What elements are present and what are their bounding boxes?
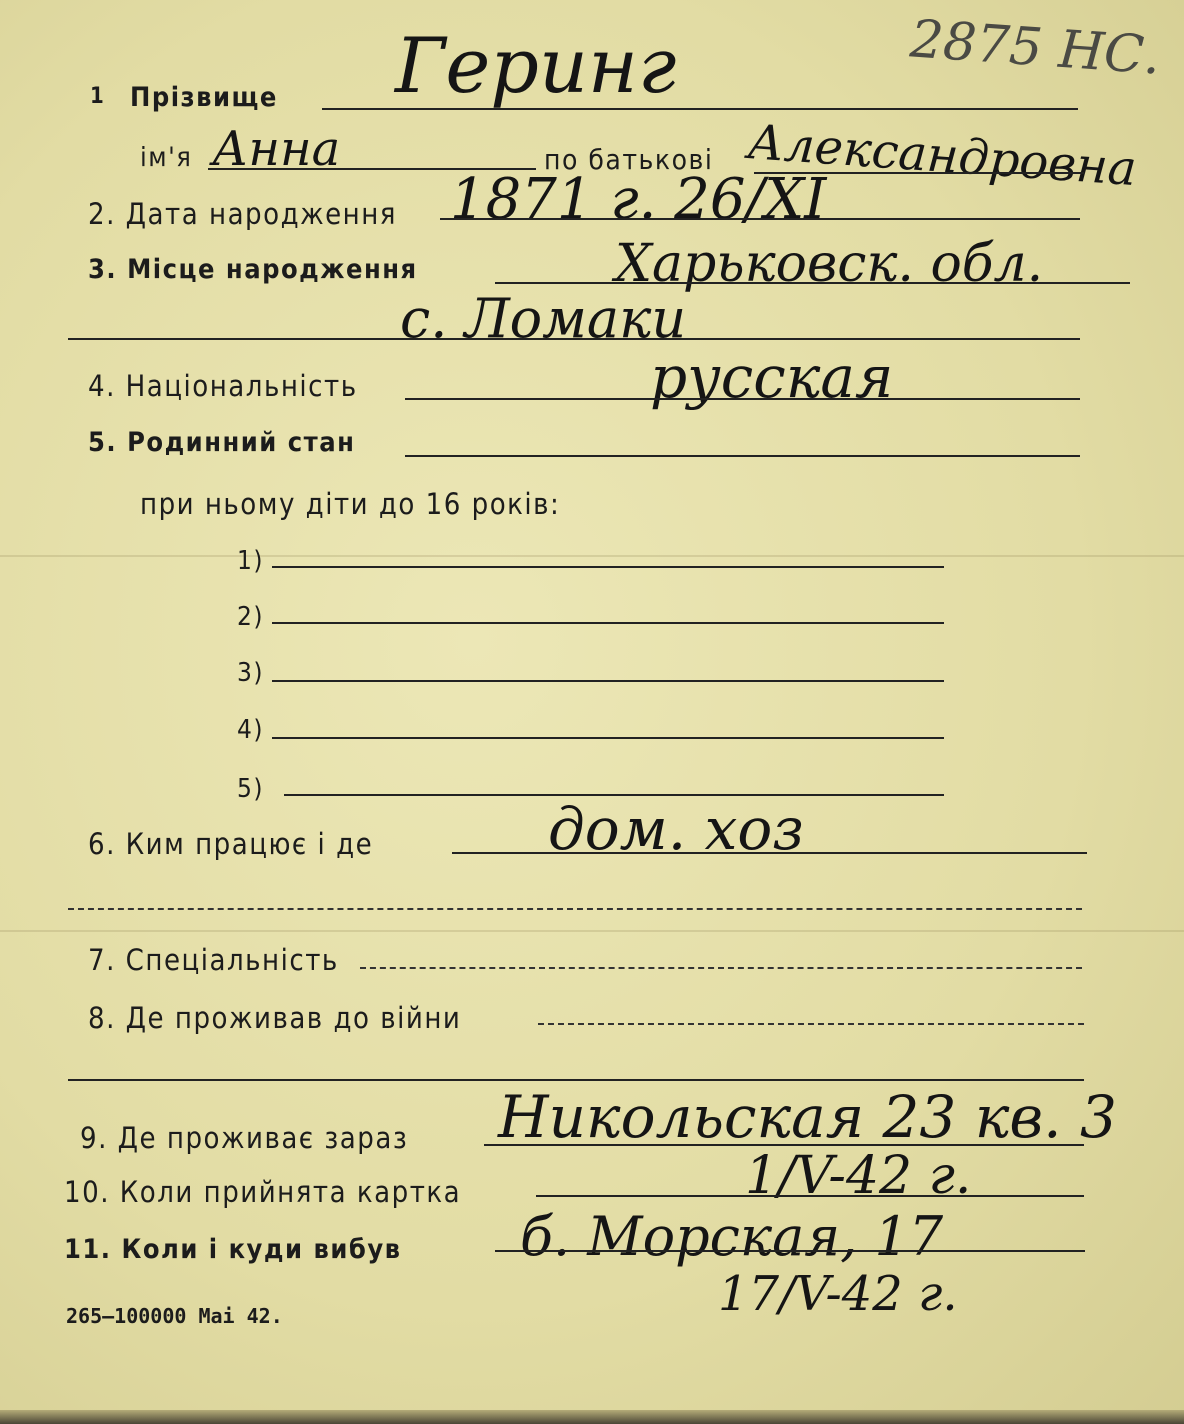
child-slot-4: 4) bbox=[237, 715, 265, 745]
occupation-label: 6. Ким працює і де bbox=[88, 827, 374, 861]
patronymic-label: по батькові bbox=[544, 143, 714, 176]
birth-place-line bbox=[495, 282, 1130, 284]
occupation-value: дом. хоз bbox=[548, 795, 804, 863]
nationality-label: 4. Національність bbox=[88, 369, 358, 403]
field-number: 1 bbox=[90, 84, 106, 109]
departure-line bbox=[495, 1250, 1085, 1252]
paper-fold bbox=[0, 930, 1184, 932]
current-address-value: Никольская 23 кв. 3 bbox=[498, 1083, 1117, 1151]
child-slot-3: 3) bbox=[237, 658, 265, 688]
specialty-label: 7. Спеціальність bbox=[88, 943, 339, 977]
family-status-line bbox=[405, 455, 1080, 457]
current-address-label: 9. Де проживає зараз bbox=[80, 1121, 409, 1155]
surname-value: Геринг bbox=[395, 21, 677, 110]
birth-place-line-2 bbox=[68, 338, 1080, 340]
child-line-1 bbox=[272, 566, 944, 568]
departure-destination: б. Морская, 17 bbox=[520, 1205, 944, 1268]
departure-label: 11. Коли і куди вибув bbox=[64, 1234, 402, 1265]
family-status-label: 5. Родинний стан bbox=[88, 427, 356, 458]
occupation-line bbox=[452, 852, 1087, 854]
birth-date-label: 2. Дата народження bbox=[88, 197, 397, 231]
departure-date: 17/V-42 г. bbox=[718, 1266, 958, 1322]
child-slot-2: 2) bbox=[237, 602, 265, 632]
child-line-2 bbox=[272, 622, 944, 624]
nationality-value: русская bbox=[650, 343, 894, 411]
specialty-line bbox=[360, 967, 1082, 969]
prewar-residence-line bbox=[538, 1023, 1084, 1025]
birth-date-value: 1871 г. 26/XI bbox=[450, 167, 827, 232]
paper-fold bbox=[0, 555, 1184, 557]
surname-line bbox=[322, 108, 1078, 110]
printer-imprint: 265—100000 Mai 42. bbox=[66, 1304, 283, 1328]
archive-number: 2875 НС. bbox=[908, 9, 1163, 87]
card-date-value: 1/V-42 г. bbox=[745, 1146, 972, 1206]
name-label: ім'я bbox=[140, 142, 193, 173]
birth-place-line1: Харьковск. обл. bbox=[615, 234, 1044, 294]
child-line-4 bbox=[272, 737, 944, 739]
nationality-line bbox=[405, 398, 1080, 400]
birth-place-line2: с. Ломаки bbox=[400, 287, 687, 350]
child-slot-1: 1) bbox=[237, 546, 265, 576]
patronymic-value: Александровна bbox=[746, 114, 1139, 198]
name-value: Анна bbox=[212, 121, 341, 177]
birth-place-label: 3. Місце народження bbox=[88, 254, 418, 285]
card-date-line bbox=[536, 1195, 1084, 1197]
occupation-line-2 bbox=[68, 908, 1082, 910]
birth-date-line bbox=[440, 218, 1080, 220]
surname-label: Прізвище bbox=[130, 82, 278, 113]
prewar-residence-line-2 bbox=[68, 1079, 1084, 1081]
prewar-residence-label: 8. Де проживав до війни bbox=[88, 1001, 462, 1035]
children-label: при ньому діти до 16 років: bbox=[140, 487, 561, 521]
child-slot-5: 5) bbox=[237, 774, 265, 804]
child-line-3 bbox=[272, 680, 944, 682]
card-date-label: 10. Коли прийнята картка bbox=[64, 1175, 462, 1209]
